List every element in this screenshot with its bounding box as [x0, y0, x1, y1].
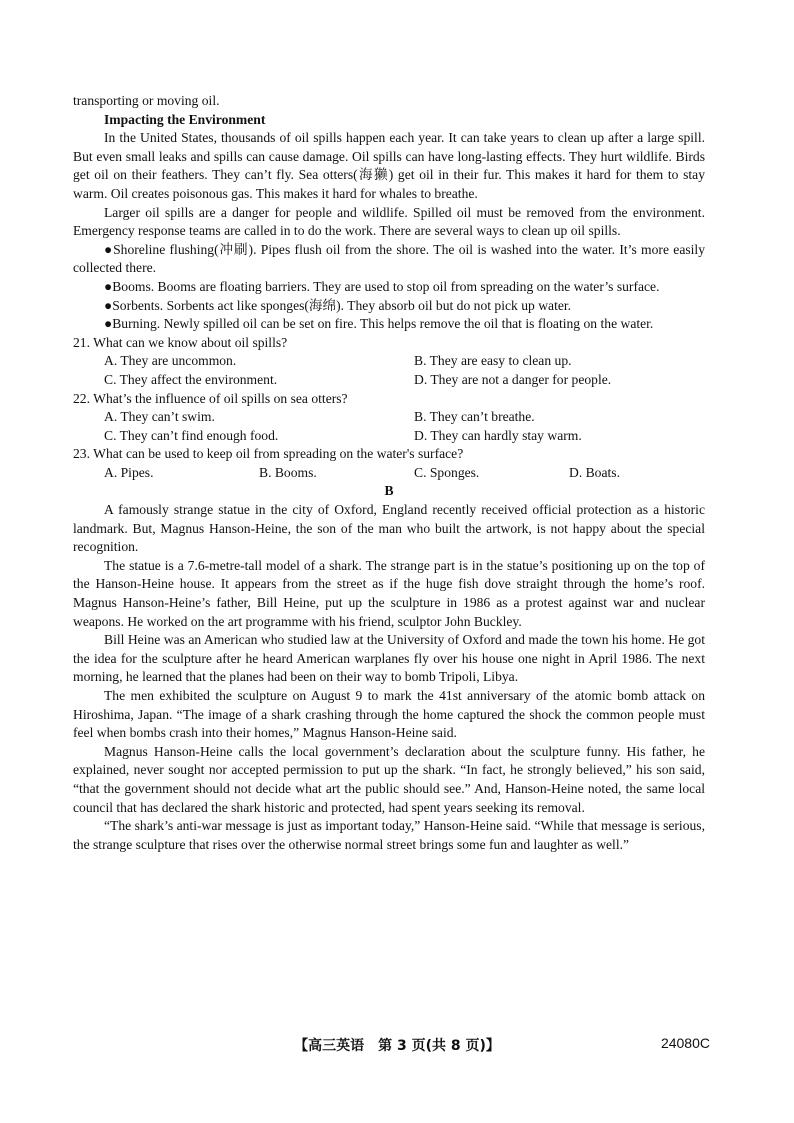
paragraph: Bill Heine was an American who studied law at the University of Oxford and made the town his home. He got the idea for the sculpture after he heard American warplanes fly over his house one night in April 1986. The next morning, he learned that the planes had been on their way to bomb Tripoli, Libya.	[73, 632, 705, 685]
bullet-item: ●Burning. Newly spilled oil can be set on fire. This helps remove the oil that is floating on the water.	[104, 316, 654, 332]
paragraph: “The shark’s anti-war message is just as important today,” Hanson-Heine said. “While that message is serious, the strange sculpture that rises over the otherwise normal street brings some fun and laughter as well.”	[73, 818, 705, 852]
paragraph: A famously strange statue in the city of Oxford, England recently received official protection as a historic landmark. But, Magnus Hanson-Heine, the son of the man who built the artwork, is not happy about the special recognition.	[73, 502, 705, 555]
section-heading: Impacting the Environment	[104, 111, 266, 127]
option: D. They are not a danger for people.	[414, 371, 612, 387]
paragraph: The men exhibited the sculpture on August 9 to mark the 41st anniversary of the atomic bomb attack on Hiroshima, Japan. “The image of a shark crashing through the home captured the shock the common people must feel when bombs crash into their homes,” Magnus Hanson-Heine said.	[73, 688, 705, 741]
bullet-item: ●Sorbents. Sorbents act like sponges(海绵). They absorb oil but do not pick up water.	[104, 297, 572, 313]
page-number-label: 【高三英语 第 3 页(共 8 页)】	[294, 1038, 500, 1054]
question-stem: 21. What can we know about oil spills?	[73, 334, 288, 350]
option: D. Boats.	[569, 464, 620, 480]
paragraph: The statue is a 7.6-metre-tall model of a shark. The strange part is in the statue’s positioning up on the top of the Hanson-Heine house. It appears from the street as if the huge fish dove straight through the home’s roof. Magnus Hanson-Heine’s father, Bill Heine, put up the sculpture in 1986 as a protest against war and nuclear weapons. He worked on the art programme with his friend, sculptor John Buckley.	[73, 557, 705, 629]
intro-tail: transporting or moving oil.	[73, 93, 220, 108]
bullet-item: ●Booms. Booms are floating barriers. They are used to stop oil from spreading on the water’s surface.	[104, 278, 660, 294]
option: B. They can’t breathe.	[414, 409, 535, 425]
question-options	[73, 352, 705, 389]
option: C. Sponges.	[414, 464, 480, 480]
section-label: B	[384, 483, 394, 499]
question-stem: 22. What’s the influence of oil spills on sea otters?	[73, 390, 348, 406]
option: B. They are easy to clean up.	[414, 353, 572, 369]
question-stem: 23. What can be used to keep oil from spreading on the water's surface?	[73, 446, 464, 462]
paragraph: Magnus Hanson-Heine calls the local government’s declaration about the sculpture funny. His father, he explained, never sought nor accepted permission to put up the shark. “In fact, he strongly believed,” his son said, “that the government should not decide what art the public should see.” And, Hanson-Heine noted, the same local council that has declared the shark historic and protected, had spent years seeking its removal.	[73, 743, 705, 815]
page-content	[73, 92, 705, 854]
paragraph: Larger oil spills are a danger for people and wildlife. Spilled oil must be removed from the environment. Emergency response teams are called in to do the work. There are several ways to clean up oil spills.	[73, 204, 705, 239]
option: A. Pipes.	[104, 464, 154, 480]
option: C. They affect the environment.	[104, 371, 278, 387]
option: D. They can hardly stay warm.	[414, 427, 582, 443]
option: C. They can’t find enough food.	[104, 427, 279, 443]
option: B. Booms.	[259, 464, 317, 480]
question-options	[73, 464, 705, 483]
question-options	[73, 408, 705, 445]
option: A. They are uncommon.	[104, 353, 237, 369]
option: A. They can’t swim.	[104, 409, 215, 425]
paragraph: In the United States, thousands of oil spills happen each year. It can take years to clean up after a large spill. But even small leaks and spills can cause damage. Oil spills can have long-lasting effects. They hurt wildlife. Birds get oil on their feathers. They can’t fly. Sea otters(海獭) get oil in their fur. This makes it hard for them to stay warm. Oil creates poisonous gas. This makes it hard for whales to breathe.	[73, 130, 705, 201]
bullet-item: ●Shoreline flushing(冲刷). Pipes flush oil from the shore. The oil is washed into the water. It’s more easily collected there.	[73, 241, 705, 276]
page-footer	[0, 1035, 794, 1057]
exam-code: 24080C	[660, 1035, 710, 1051]
